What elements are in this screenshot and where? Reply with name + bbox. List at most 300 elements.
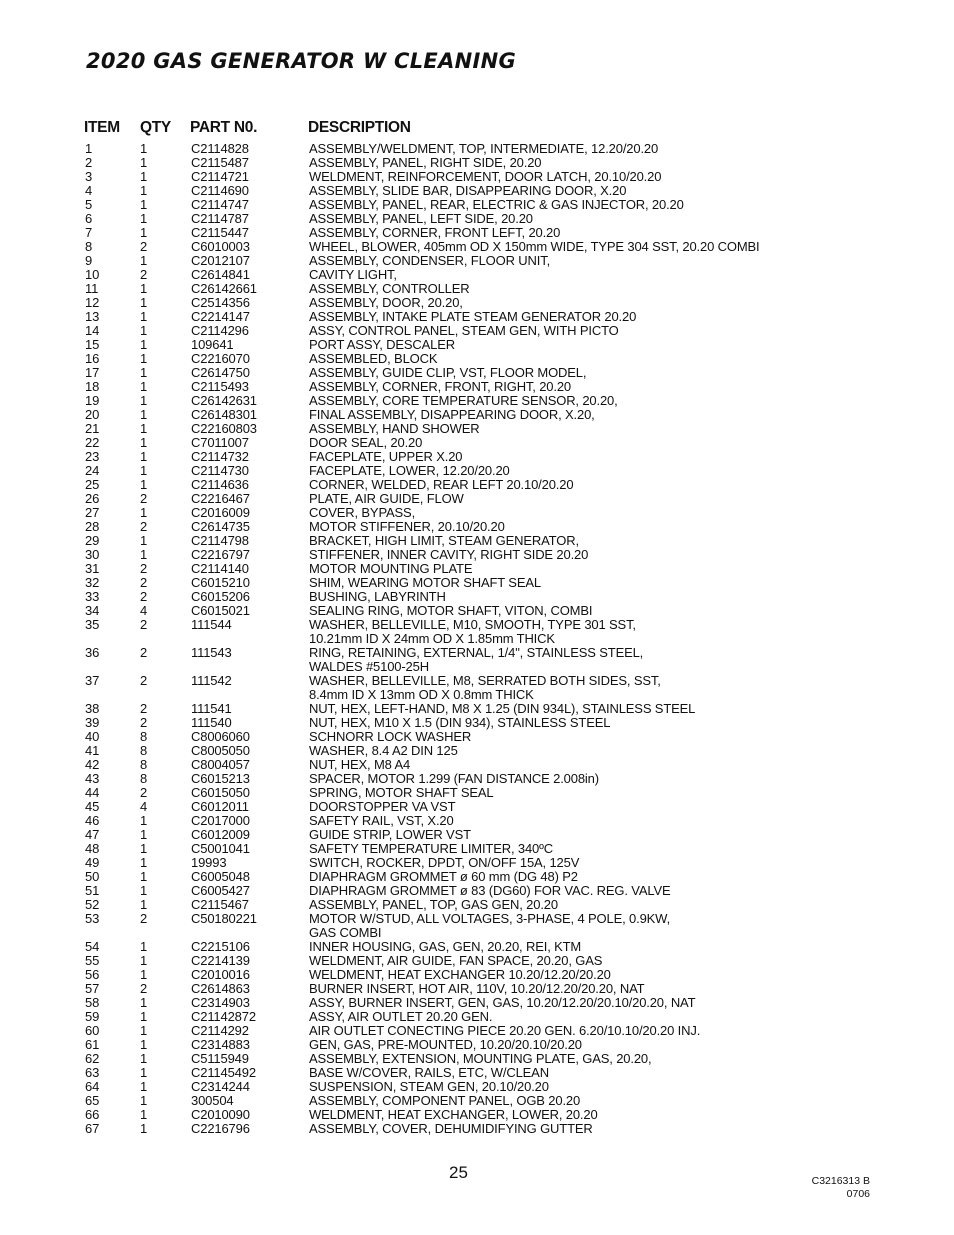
item-description: ASSEMBLED, BLOCK xyxy=(309,351,438,366)
table-row xyxy=(84,282,884,296)
part-number: C2216467 xyxy=(191,491,250,506)
item-qty: 8 xyxy=(140,757,148,772)
item-qty: 1 xyxy=(140,309,148,324)
header-description: DESCRIPTION xyxy=(308,119,411,136)
item-description: WELDMENT, AIR GUIDE, FAN SPACE, 20.20, GAS xyxy=(309,953,603,968)
item-number: 13 xyxy=(85,309,100,324)
table-row xyxy=(84,268,884,282)
item-number: 15 xyxy=(85,337,100,352)
part-number: C2114730 xyxy=(191,463,249,478)
item-qty: 1 xyxy=(140,253,148,268)
item-description: SPRING, MOTOR SHAFT SEAL xyxy=(309,785,494,800)
item-qty: 2 xyxy=(140,589,148,604)
item-number: 17 xyxy=(85,365,100,380)
table-row xyxy=(84,226,884,240)
item-number: 16 xyxy=(85,351,100,366)
item-qty: 8 xyxy=(140,743,148,758)
item-number: 11 xyxy=(85,281,99,296)
item-description: FACEPLATE, UPPER X.20 xyxy=(309,449,463,464)
item-qty: 1 xyxy=(140,435,148,450)
table-row xyxy=(84,184,884,198)
item-number: 41 xyxy=(85,743,100,758)
item-number: 44 xyxy=(85,785,100,800)
item-number: 32 xyxy=(85,575,100,590)
part-number: C2114296 xyxy=(191,323,249,338)
item-number: 35 xyxy=(85,617,100,632)
item-qty: 1 xyxy=(140,827,148,842)
table-row xyxy=(84,436,884,450)
item-qty: 1 xyxy=(140,421,148,436)
item-qty: 2 xyxy=(140,911,148,926)
part-number: C2010016 xyxy=(191,967,250,982)
item-description: ASSEMBLY, HAND SHOWER xyxy=(309,421,480,436)
item-description: SWITCH, ROCKER, DPDT, ON/OFF 15A, 125V xyxy=(309,855,580,870)
item-qty: 2 xyxy=(140,701,148,716)
item-number: 23 xyxy=(85,449,100,464)
part-number: C26148301 xyxy=(191,407,257,422)
item-number: 46 xyxy=(85,813,100,828)
item-description: RING, RETAINING, EXTERNAL, 1/4", STAINLESS STEEL, WALDES #5100-25H xyxy=(309,645,644,674)
item-description: MOTOR MOUNTING PLATE xyxy=(309,561,473,576)
table-row xyxy=(84,394,884,408)
part-number: C26142661 xyxy=(191,281,257,296)
table-row xyxy=(84,478,884,492)
item-description: ASSEMBLY, INTAKE PLATE STEAM GENERATOR 20.20 xyxy=(309,309,637,324)
item-qty: 1 xyxy=(140,1079,148,1094)
item-number: 36 xyxy=(85,645,100,660)
item-description: SCHNORR LOCK WASHER xyxy=(309,729,472,744)
page-number: 25 xyxy=(449,1163,468,1182)
page-title: 2020 GAS GENERATOR W CLEANING xyxy=(86,49,517,73)
table-row xyxy=(84,814,884,828)
item-number: 28 xyxy=(85,519,100,534)
table-row xyxy=(84,464,884,478)
part-number: C2114690 xyxy=(191,183,249,198)
table-row xyxy=(84,562,884,576)
part-number: C2016009 xyxy=(191,505,250,520)
item-number: 12 xyxy=(85,295,100,310)
part-number: C6005427 xyxy=(191,883,250,898)
table-row xyxy=(84,1010,884,1024)
item-qty: 1 xyxy=(140,855,148,870)
table-row xyxy=(84,870,884,884)
table-row xyxy=(84,716,884,730)
item-number: 10 xyxy=(85,267,100,282)
table-row xyxy=(84,352,884,366)
table-row xyxy=(84,520,884,534)
item-description: SUSPENSION, STEAM GEN, 20.10/20.20 xyxy=(309,1079,549,1094)
part-number: 300504 xyxy=(191,1093,234,1108)
item-description: AIR OUTLET CONECTING PIECE 20.20 GEN. 6.20/10.10/20.20 INJ. xyxy=(309,1023,701,1038)
part-number: C21142872 xyxy=(191,1009,256,1024)
table-row xyxy=(84,1094,884,1108)
part-number: C6010003 xyxy=(191,239,250,254)
table-row xyxy=(84,800,884,814)
item-number: 6 xyxy=(85,211,93,226)
item-description: BURNER INSERT, HOT AIR, 110V, 10.20/12.20/20.20, NAT xyxy=(309,981,645,996)
item-description: DOORSTOPPER VA VST xyxy=(309,799,456,814)
item-qty: 1 xyxy=(140,351,148,366)
item-number: 2 xyxy=(85,155,93,170)
table-row xyxy=(84,1024,884,1038)
item-qty: 1 xyxy=(140,939,148,954)
item-description: SEALING RING, MOTOR SHAFT, VITON, COMBI xyxy=(309,603,593,618)
table-row xyxy=(84,156,884,170)
item-qty: 1 xyxy=(140,1093,148,1108)
item-number: 61 xyxy=(85,1037,100,1052)
part-number: C5001041 xyxy=(191,841,250,856)
item-qty: 1 xyxy=(140,393,148,408)
table-row xyxy=(84,450,884,464)
item-qty: 2 xyxy=(140,239,148,254)
item-description: CORNER, WELDED, REAR LEFT 20.10/20.20 xyxy=(309,477,574,492)
document-id xyxy=(812,1175,870,1201)
table-row xyxy=(84,758,884,772)
header-item: ITEM xyxy=(84,119,120,136)
table-row xyxy=(84,772,884,786)
table-row xyxy=(84,1080,884,1094)
part-number: C2017000 xyxy=(191,813,250,828)
item-qty: 1 xyxy=(140,841,148,856)
table-row xyxy=(84,954,884,968)
table-row xyxy=(84,296,884,310)
item-number: 8 xyxy=(85,239,93,254)
part-number: C2614735 xyxy=(191,519,250,534)
part-number: C2214147 xyxy=(191,309,250,324)
doc-date: 0706 xyxy=(846,1188,870,1200)
part-number: 111542 xyxy=(191,673,232,688)
item-qty: 1 xyxy=(140,323,148,338)
table-row xyxy=(84,198,884,212)
item-description: ASSEMBLY, COMPONENT PANEL, OGB 20.20 xyxy=(309,1093,581,1108)
item-description: DOOR SEAL, 20.20 xyxy=(309,435,423,450)
table-row xyxy=(84,618,884,646)
part-number: C5115949 xyxy=(191,1051,249,1066)
item-number: 9 xyxy=(85,253,93,268)
table-row xyxy=(84,1066,884,1080)
item-number: 65 xyxy=(85,1093,100,1108)
item-description: WELDMENT, HEAT EXCHANGER 10.20/12.20/20.20 xyxy=(309,967,611,982)
item-description: ASSEMBLY, CORNER, FRONT LEFT, 20.20 xyxy=(309,225,561,240)
item-number: 18 xyxy=(85,379,100,394)
part-number: C2216796 xyxy=(191,1121,250,1136)
part-number: C2115467 xyxy=(191,897,249,912)
part-number: 111540 xyxy=(191,715,232,730)
item-number: 39 xyxy=(85,715,100,730)
part-number: 111544 xyxy=(191,617,232,632)
part-number: C2115447 xyxy=(191,225,249,240)
table-row xyxy=(84,730,884,744)
item-number: 3 xyxy=(85,169,93,184)
table-row xyxy=(84,912,884,940)
item-description: DIAPHRAGM GROMMET ø 60 mm (DG 48) P2 xyxy=(309,869,578,884)
item-description: WASHER, BELLEVILLE, M8, SERRATED BOTH SIDES, SST, 8.4mm ID X 13mm OD X 0.8mm THICK xyxy=(309,673,661,702)
part-number: C2114732 xyxy=(191,449,249,464)
item-qty: 1 xyxy=(140,155,148,170)
part-number: C22160803 xyxy=(191,421,257,436)
doc-code: C3216313 B xyxy=(811,1175,870,1187)
item-number: 22 xyxy=(85,435,100,450)
item-description: NUT, HEX, M8 A4 xyxy=(309,757,411,772)
item-qty: 2 xyxy=(140,645,148,660)
item-number: 56 xyxy=(85,967,100,982)
item-number: 19 xyxy=(85,393,100,408)
part-number: C2115493 xyxy=(191,379,249,394)
item-description: ASSEMBLY, SLIDE BAR, DISAPPEARING DOOR, X.20 xyxy=(309,183,627,198)
item-description: ASSEMBLY, PANEL, LEFT SIDE, 20.20 xyxy=(309,211,533,226)
item-number: 20 xyxy=(85,407,100,422)
item-qty: 1 xyxy=(140,897,148,912)
part-number: C6012011 xyxy=(191,799,249,814)
item-number: 30 xyxy=(85,547,100,562)
item-number: 4 xyxy=(85,183,93,198)
item-number: 37 xyxy=(85,673,100,688)
item-description: SAFETY RAIL, VST, X.20 xyxy=(309,813,454,828)
table-row xyxy=(84,408,884,422)
item-qty: 1 xyxy=(140,169,148,184)
table-row xyxy=(84,1108,884,1122)
item-number: 63 xyxy=(85,1065,100,1080)
item-description: WELDMENT, REINFORCEMENT, DOOR LATCH, 20.10/20.20 xyxy=(309,169,662,184)
item-description: SPACER, MOTOR 1.299 (FAN DISTANCE 2.008in) xyxy=(309,771,599,786)
item-qty: 1 xyxy=(140,995,148,1010)
item-description: ASSEMBLY, COVER, DEHUMIDIFYING GUTTER xyxy=(309,1121,593,1136)
table-row xyxy=(84,702,884,716)
part-number: C8006060 xyxy=(191,729,250,744)
item-number: 42 xyxy=(85,757,100,772)
part-number: C2314244 xyxy=(191,1079,250,1094)
item-qty: 1 xyxy=(140,1121,148,1136)
item-number: 59 xyxy=(85,1009,100,1024)
part-number: C2214139 xyxy=(191,953,250,968)
part-number: C6015213 xyxy=(191,771,250,786)
item-qty: 1 xyxy=(140,1037,148,1052)
part-number: 109641 xyxy=(191,337,234,352)
item-number: 60 xyxy=(85,1023,100,1038)
item-qty: 1 xyxy=(140,211,148,226)
item-description: ASSEMBLY, CONTROLLER xyxy=(309,281,470,296)
item-qty: 2 xyxy=(140,519,148,534)
part-number: C2114747 xyxy=(191,197,249,212)
table-row xyxy=(84,604,884,618)
item-description: ASSEMBLY, EXTENSION, MOUNTING PLATE, GAS, 20.20, xyxy=(309,1051,652,1066)
item-qty: 2 xyxy=(140,575,148,590)
table-row xyxy=(84,744,884,758)
parts-list xyxy=(84,142,884,1136)
part-number: C6015210 xyxy=(191,575,250,590)
item-number: 21 xyxy=(85,421,100,436)
item-description: WHEEL, BLOWER, 405mm OD X 150mm WIDE, TYPE 304 SST, 20.20 COMBI xyxy=(309,239,760,254)
item-description: CAVITY LIGHT, xyxy=(309,267,397,282)
item-qty: 1 xyxy=(140,813,148,828)
table-row xyxy=(84,576,884,590)
table-row xyxy=(84,590,884,604)
item-number: 34 xyxy=(85,603,100,618)
table-row xyxy=(84,142,884,156)
item-description: PORT ASSY, DESCALER xyxy=(309,337,455,352)
part-number: C2215106 xyxy=(191,939,250,954)
item-number: 48 xyxy=(85,841,100,856)
table-row xyxy=(84,324,884,338)
table-row xyxy=(84,1052,884,1066)
item-number: 14 xyxy=(85,323,100,338)
item-number: 29 xyxy=(85,533,100,548)
item-qty: 1 xyxy=(140,883,148,898)
table-row xyxy=(84,170,884,184)
item-qty: 2 xyxy=(140,981,148,996)
item-description: SAFETY TEMPERATURE LIMITER, 340ºC xyxy=(309,841,553,856)
item-qty: 1 xyxy=(140,1107,148,1122)
table-row xyxy=(84,674,884,702)
item-number: 64 xyxy=(85,1079,100,1094)
item-description: GUIDE STRIP, LOWER VST xyxy=(309,827,471,842)
table-row xyxy=(84,884,884,898)
item-qty: 1 xyxy=(140,505,148,520)
item-qty: 1 xyxy=(140,225,148,240)
item-description: ASSY, CONTROL PANEL, STEAM GEN, WITH PICTO xyxy=(309,323,619,338)
part-number: C8004057 xyxy=(191,757,250,772)
item-qty: 2 xyxy=(140,673,148,688)
item-qty: 1 xyxy=(140,141,148,156)
item-description: WASHER, 8.4 A2 DIN 125 xyxy=(309,743,458,758)
part-number: C50180221 xyxy=(191,911,257,926)
item-description: GEN, GAS, PRE-MOUNTED, 10.20/20.10/20.20 xyxy=(309,1037,582,1052)
item-description: ASSEMBLY, PANEL, TOP, GAS GEN, 20.20 xyxy=(309,897,558,912)
table-row xyxy=(84,646,884,674)
header-part-number: PART N0. xyxy=(190,119,258,136)
item-qty: 2 xyxy=(140,617,148,632)
item-qty: 4 xyxy=(140,603,148,618)
item-number: 43 xyxy=(85,771,100,786)
part-number: C7011007 xyxy=(191,435,249,450)
item-qty: 1 xyxy=(140,449,148,464)
part-number: C2314883 xyxy=(191,1037,250,1052)
item-qty: 1 xyxy=(140,407,148,422)
item-number: 1 xyxy=(85,141,93,156)
item-number: 25 xyxy=(85,477,100,492)
item-description: ASSEMBLY, GUIDE CLIP, VST, FLOOR MODEL, xyxy=(309,365,587,380)
table-row xyxy=(84,366,884,380)
part-number: C2614841 xyxy=(191,267,250,282)
item-description: STIFFENER, INNER CAVITY, RIGHT SIDE 20.20 xyxy=(309,547,589,562)
part-number: C2012107 xyxy=(191,253,250,268)
item-qty: 8 xyxy=(140,771,148,786)
table-row xyxy=(84,940,884,954)
item-description: WASHER, BELLEVILLE, M10, SMOOTH, TYPE 301 SST, 10.21mm ID X 24mm OD X 1.85mm THICK xyxy=(309,617,636,646)
item-qty: 1 xyxy=(140,1009,148,1024)
table-row xyxy=(84,422,884,436)
part-number: 111543 xyxy=(191,645,232,660)
item-qty: 1 xyxy=(140,379,148,394)
part-number: C6005048 xyxy=(191,869,250,884)
item-description: DIAPHRAGM GROMMET ø 83 (DG60) FOR VAC. REG. VALVE xyxy=(309,883,671,898)
item-number: 27 xyxy=(85,505,100,520)
item-number: 24 xyxy=(85,463,100,478)
item-description: FINAL ASSEMBLY, DISAPPEARING DOOR, X.20, xyxy=(309,407,595,422)
table-row xyxy=(84,1038,884,1052)
item-qty: 1 xyxy=(140,365,148,380)
item-number: 54 xyxy=(85,939,100,954)
part-number: C2114140 xyxy=(191,561,249,576)
item-description: COVER, BYPASS, xyxy=(309,505,416,520)
item-description: PLATE, AIR GUIDE, FLOW xyxy=(309,491,464,506)
table-row xyxy=(84,506,884,520)
part-number: C2010090 xyxy=(191,1107,250,1122)
item-qty: 1 xyxy=(140,1065,148,1080)
item-description: ASSEMBLY, CONDENSER, FLOOR UNIT, xyxy=(309,253,551,268)
item-description: INNER HOUSING, GAS, GEN, 20.20, REI, KTM xyxy=(309,939,582,954)
table-row xyxy=(84,548,884,562)
item-number: 49 xyxy=(85,855,100,870)
part-number: C2114828 xyxy=(191,141,249,156)
part-number: C2216070 xyxy=(191,351,250,366)
part-number: C2216797 xyxy=(191,547,250,562)
part-number: C2114292 xyxy=(191,1023,249,1038)
part-number: C2514356 xyxy=(191,295,250,310)
header-qty: QTY xyxy=(140,119,171,136)
item-qty: 1 xyxy=(140,463,148,478)
part-number: C2114798 xyxy=(191,533,249,548)
part-number: C21145492 xyxy=(191,1065,256,1080)
table-row xyxy=(84,380,884,394)
part-number: C2614750 xyxy=(191,365,250,380)
part-number: C2115487 xyxy=(191,155,249,170)
item-qty: 1 xyxy=(140,1023,148,1038)
item-description: ASSEMBLY, PANEL, RIGHT SIDE, 20.20 xyxy=(309,155,542,170)
table-row xyxy=(84,786,884,800)
item-number: 67 xyxy=(85,1121,100,1136)
item-description: NUT, HEX, LEFT-HAND, M8 X 1.25 (DIN 934L), STAINLESS STEEL xyxy=(309,701,696,716)
item-description: ASSEMBLY, PANEL, REAR, ELECTRIC & GAS INJECTOR, 20.20 xyxy=(309,197,684,212)
part-number: C6015050 xyxy=(191,785,250,800)
item-qty: 1 xyxy=(140,295,148,310)
item-qty: 2 xyxy=(140,785,148,800)
item-description: FACEPLATE, LOWER, 12.20/20.20 xyxy=(309,463,510,478)
table-row xyxy=(84,996,884,1010)
item-qty: 2 xyxy=(140,561,148,576)
item-description: MOTOR W/STUD, ALL VOLTAGES, 3-PHASE, 4 POLE, 0.9KW, GAS COMBI xyxy=(309,911,671,940)
item-number: 53 xyxy=(85,911,100,926)
item-qty: 1 xyxy=(140,183,148,198)
part-number: C2314903 xyxy=(191,995,250,1010)
part-number: C8005050 xyxy=(191,743,250,758)
item-description: MOTOR STIFFENER, 20.10/20.20 xyxy=(309,519,505,534)
table-row xyxy=(84,1122,884,1136)
table-row xyxy=(84,240,884,254)
table-row xyxy=(84,856,884,870)
table-row xyxy=(84,982,884,996)
item-number: 52 xyxy=(85,897,100,912)
item-qty: 2 xyxy=(140,267,148,282)
table-row xyxy=(84,212,884,226)
part-number: C2114721 xyxy=(191,169,249,184)
part-number: C2614863 xyxy=(191,981,250,996)
item-number: 51 xyxy=(85,883,100,898)
item-number: 57 xyxy=(85,981,100,996)
item-number: 62 xyxy=(85,1051,100,1066)
item-description: ASSEMBLY, CORE TEMPERATURE SENSOR, 20.20, xyxy=(309,393,618,408)
item-number: 33 xyxy=(85,589,100,604)
table-row xyxy=(84,492,884,506)
item-number: 47 xyxy=(85,827,100,842)
item-qty: 2 xyxy=(140,491,148,506)
table-row xyxy=(84,968,884,982)
item-qty: 4 xyxy=(140,799,148,814)
part-number: C6015021 xyxy=(191,603,250,618)
item-number: 26 xyxy=(85,491,100,506)
item-number: 38 xyxy=(85,701,100,716)
item-qty: 1 xyxy=(140,953,148,968)
